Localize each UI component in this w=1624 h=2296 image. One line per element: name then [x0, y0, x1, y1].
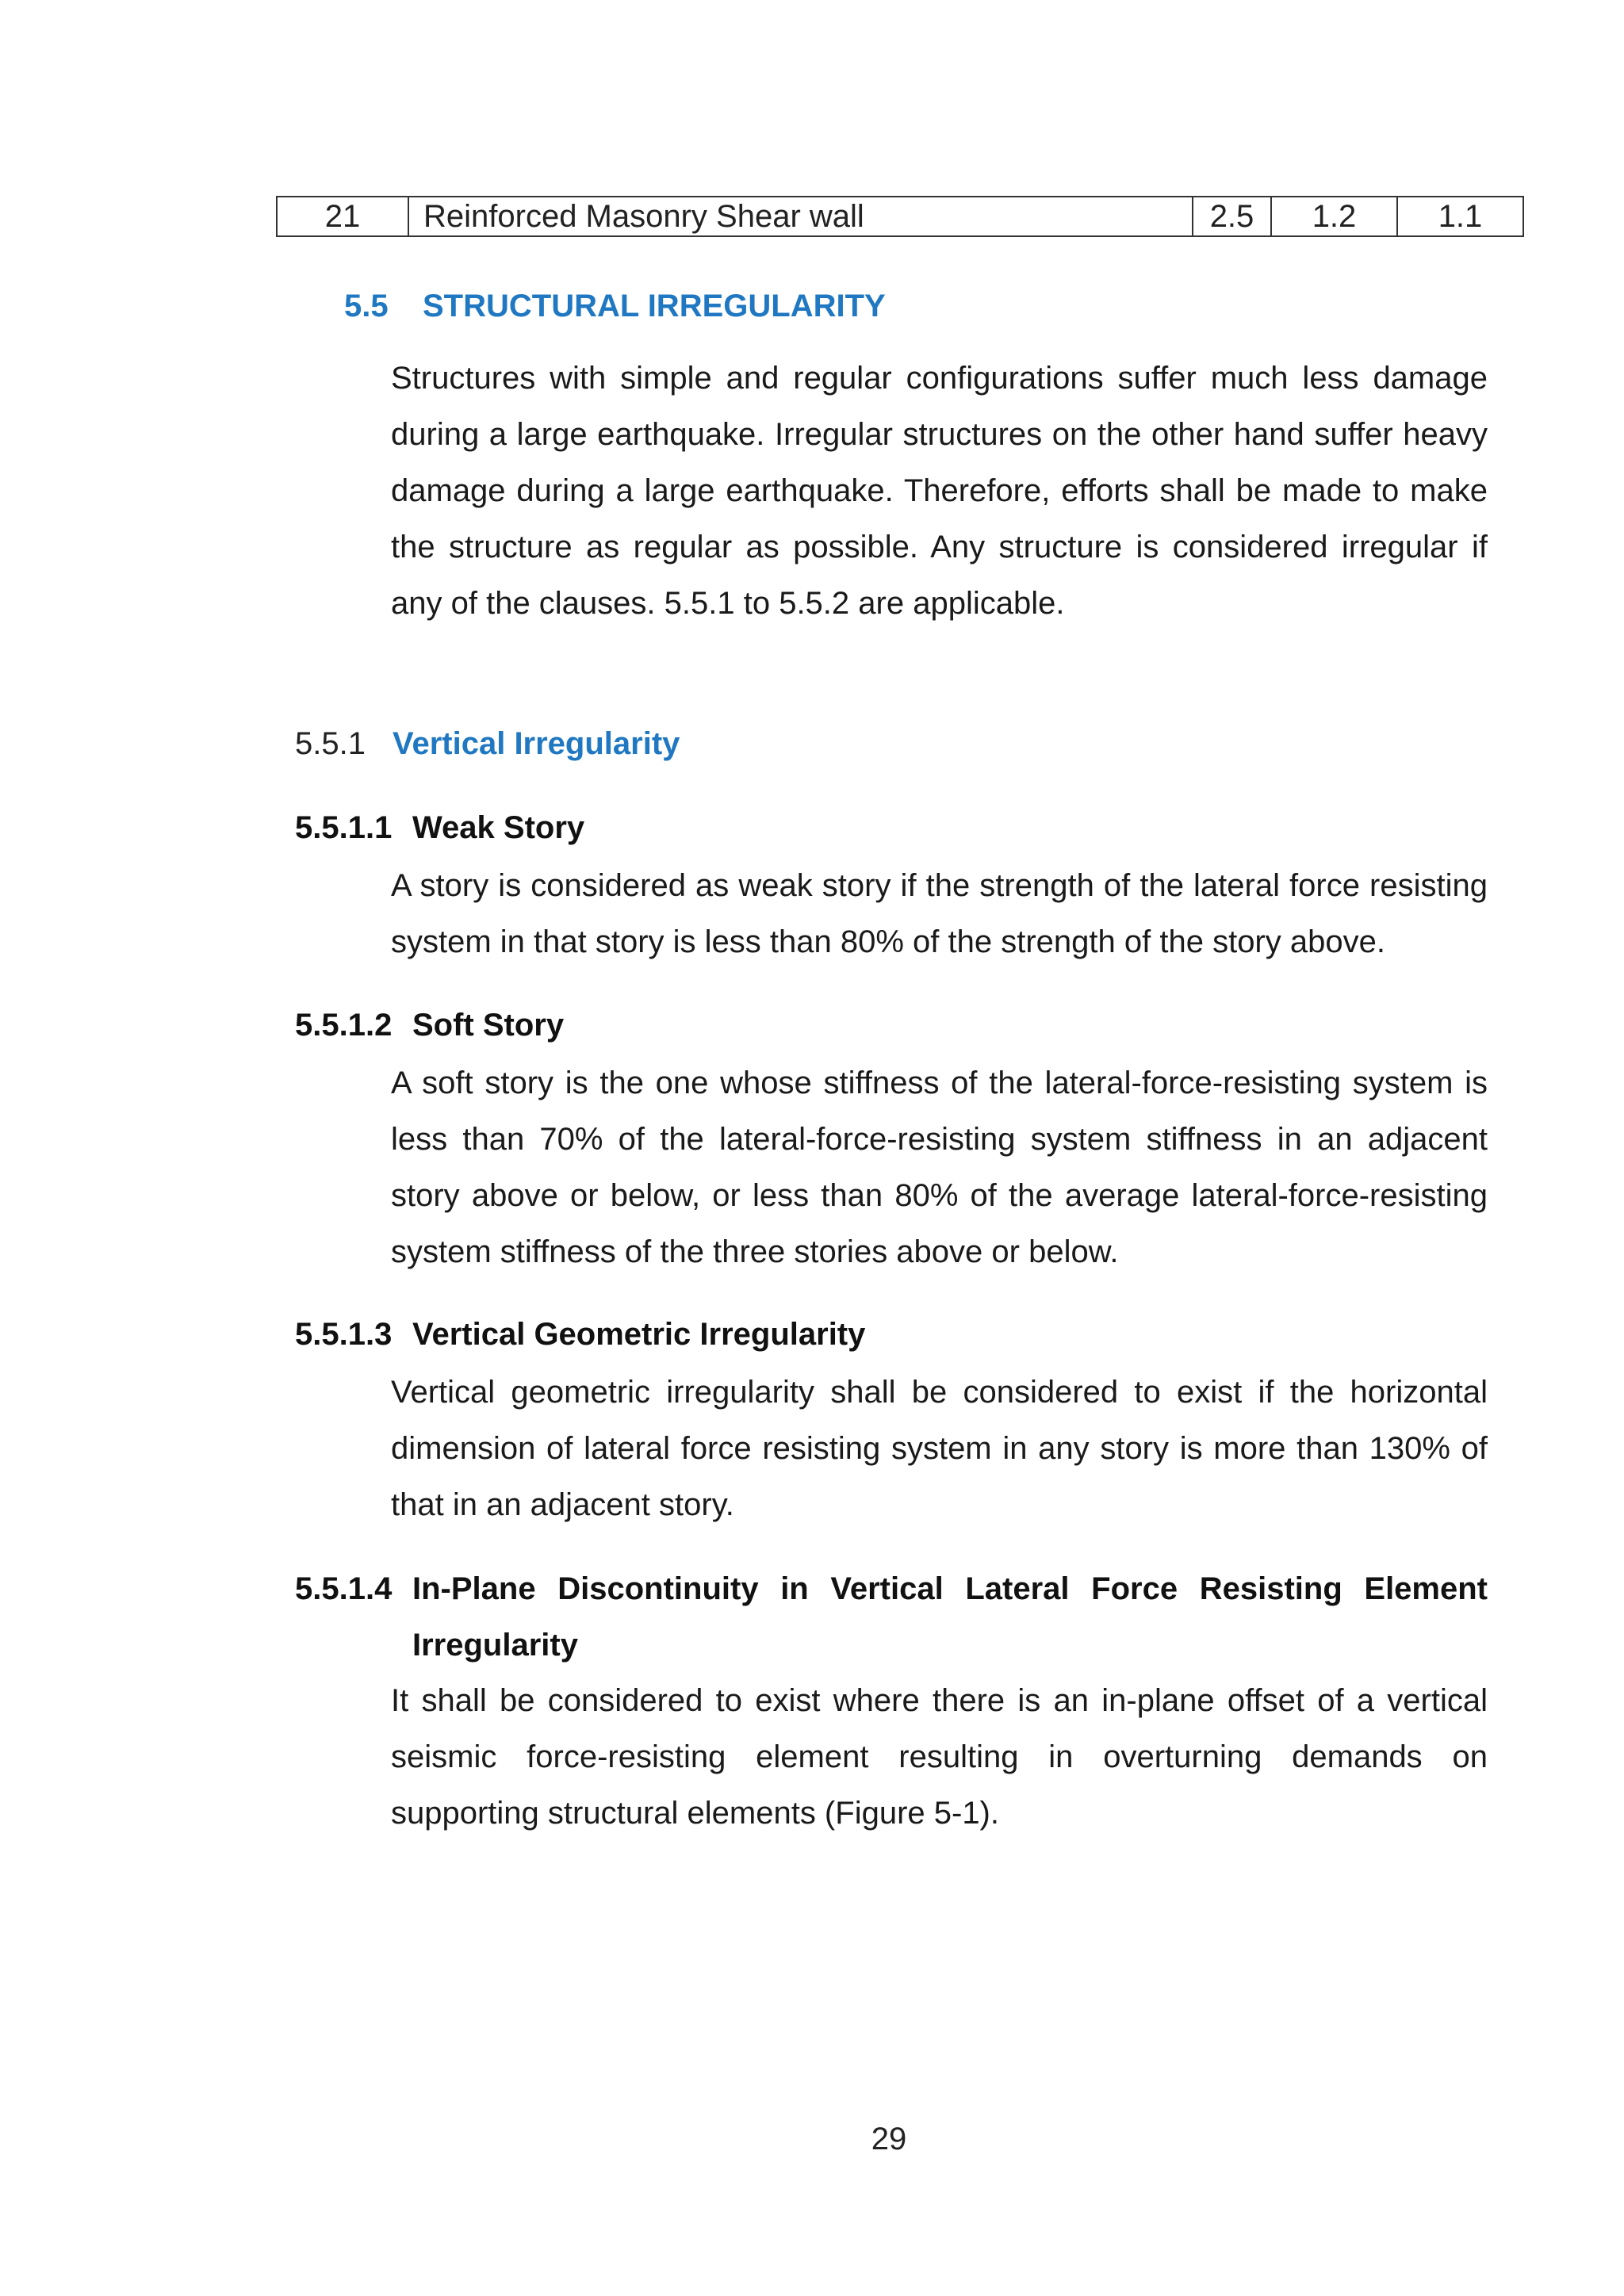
clause-paragraph-weak-story: A story is considered as weak story if the strength of the lateral force resisting system in that story is less than 80% of the strength of the story above.: [391, 868, 1488, 959]
system-table: [276, 196, 1524, 237]
clause-number: 5.5.1.1: [295, 810, 393, 845]
subsection-number: 5.5.1: [295, 726, 366, 761]
table-row: [277, 197, 1523, 236]
clause-heading-vertical-geometric: [295, 1314, 865, 1355]
subsection-heading: [295, 723, 680, 764]
page-number: 29: [871, 2122, 907, 2156]
clause-heading-weak-story: [295, 807, 584, 848]
section-title: STRUCTURAL IRREGULARITY: [423, 289, 886, 323]
clause-paragraph-soft-story: A soft story is the one whose stiffness of the lateral-force-resisting system is less than 70% of the lateral-force-resisting system stiffness in an adjacent story above or below, or less than 80% of the average lateral-force-resisting system stiffness of the three stories above or below.: [391, 1066, 1488, 1269]
clause-number: 5.5.1.3: [295, 1317, 393, 1352]
value-cell-3: 1.1: [1397, 197, 1523, 236]
clause-title: Vertical Geometric Irregularity: [412, 1317, 866, 1352]
clause-paragraph-in-plane-discontinuity: It shall be considered to exist where there is an in-plane offset of a vertical seismic force-resisting element resulting in overturning demands on supporting structural elements (Figure 5-1).: [391, 1683, 1488, 1831]
clause-title: Soft Story: [412, 1008, 565, 1043]
system-description: Reinforced Masonry Shear wall: [408, 197, 1193, 236]
clause-heading-in-plane-discontinuity: [295, 1561, 1488, 1674]
clause-title: In-Plane Discontinuity in Vertical Lateral Force Resisting Element Irregularity: [412, 1571, 1488, 1663]
section-number: 5.5: [344, 289, 389, 323]
section-heading: [344, 285, 886, 327]
clause-heading-soft-story: [295, 1004, 564, 1046]
subsection-title: Vertical Irregularity: [393, 726, 680, 761]
clause-title: Weak Story: [412, 810, 585, 845]
value-cell-2: 1.2: [1271, 197, 1397, 236]
row-number: 21: [277, 197, 408, 236]
clause-number: 5.5.1.2: [295, 1008, 393, 1043]
section-intro-paragraph: Structures with simple and regular configurations suffer much less damage during a large earthquake. Irregular structures on the other hand suffer heavy damage during a large earthquake. Therefore, efforts shall be made to make the structure as regular as possible. Any structure is considered irregular if any of the clauses. 5.5.1 to 5.5.2 are applicable.: [391, 361, 1488, 621]
clause-number: 5.5.1.4: [295, 1571, 393, 1606]
clause-paragraph-vertical-geometric: Vertical geometric irregularity shall be considered to exist if the horizontal dimension of lateral force resisting system in any story is more than 130% of that in an adjacent story.: [391, 1375, 1488, 1522]
value-cell-1: 2.5: [1193, 197, 1271, 236]
